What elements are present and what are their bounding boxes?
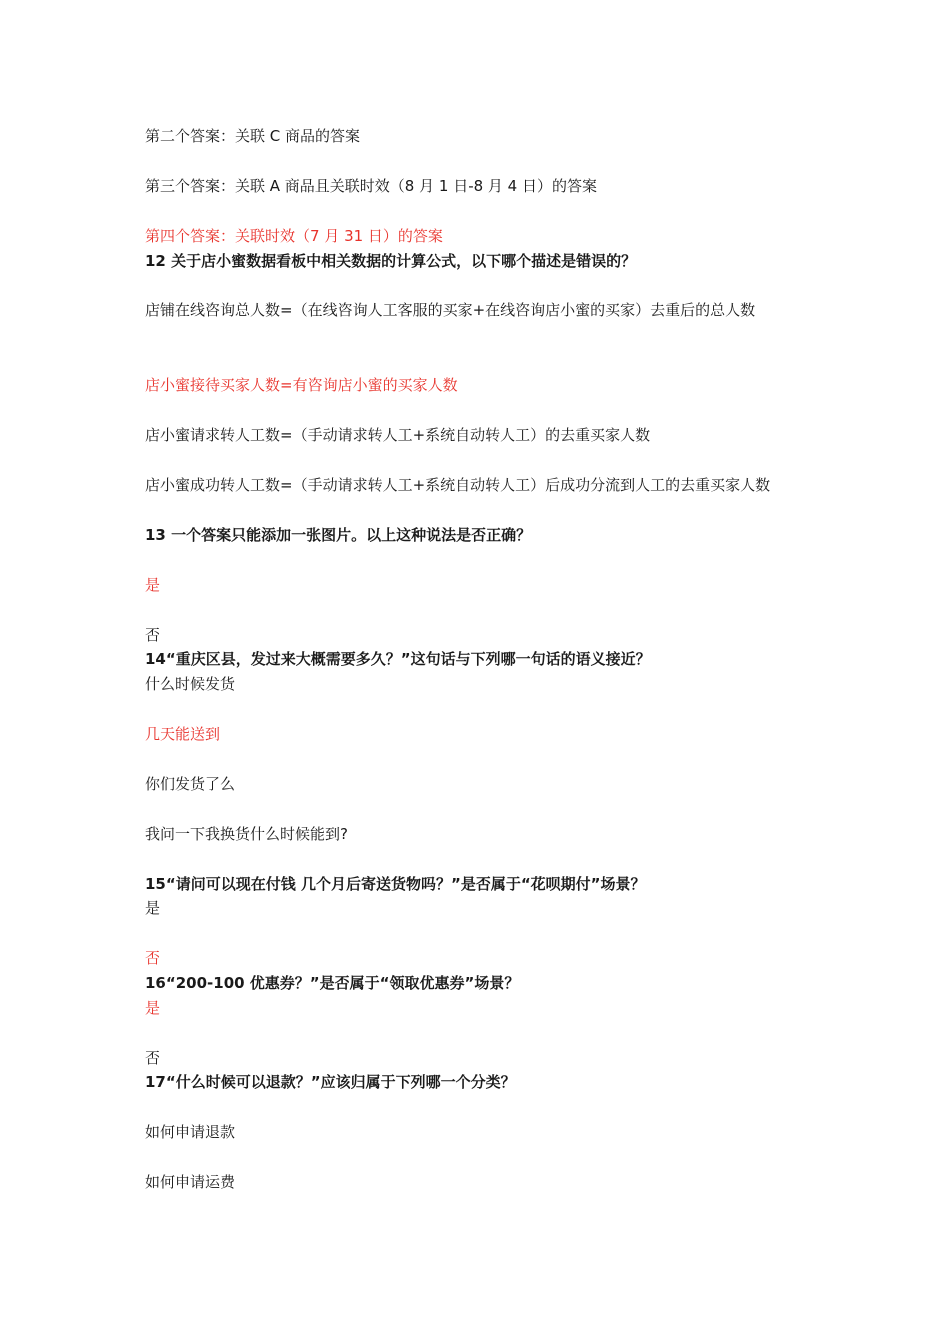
option-text: 店小蜜请求转人工数=（手动请求转人工+系统自动转人工）的去重买家人数	[145, 426, 651, 444]
correct-answer-text: 否	[145, 949, 161, 967]
option-text: 否	[145, 626, 161, 644]
option-text: 如何申请运费	[145, 1173, 236, 1191]
question-17: 17“什么时候可以退款？”应该归属于下列哪一个分类？	[145, 1073, 516, 1091]
option-text: 你们发货了么	[145, 775, 236, 793]
correct-answer-text: 第四个答案：关联时效（7 月 31 日）的答案	[145, 227, 443, 245]
option-text: 否	[145, 1049, 161, 1067]
question-16: 16“200-100 优惠券？”是否属于“领取优惠券”场景？	[145, 974, 520, 992]
question-13: 13 一个答案只能添加一张图片。以上这种说法是否正确？	[145, 526, 532, 544]
question-15: 15“请问可以现在付钱 几个月后寄送货物吗？”是否属于“花呗期付”场景？	[145, 875, 646, 893]
option-text: 店铺在线咨询总人数=（在线咨询人工客服的买家+在线咨询店小蜜的买家）去重后的总人数	[145, 301, 756, 319]
correct-answer-text: 店小蜜接待买家人数=有咨询店小蜜的买家人数	[145, 376, 458, 394]
question-14: 14“重庆区县，发过来大概需要多久？”这句话与下列哪一句话的语义接近？	[145, 650, 651, 668]
option-text: 我问一下我换货什么时候能到?	[145, 825, 348, 843]
option-text: 如何申请退款	[145, 1123, 236, 1141]
question-12: 12 关于店小蜜数据看板中相关数据的计算公式，以下哪个描述是错误的？	[145, 252, 637, 270]
option-text: 第三个答案：关联 A 商品且关联时效（8 月 1 日-8 月 4 日）的答案	[145, 177, 597, 195]
option-text: 什么时候发货	[145, 675, 236, 693]
correct-answer-text: 几天能送到	[145, 725, 221, 743]
option-text: 是	[145, 899, 161, 917]
option-text: 店小蜜成功转人工数=（手动请求转人工+系统自动转人工）后成功分流到人工的去重买家人数	[145, 476, 771, 494]
correct-answer-text: 是	[145, 576, 161, 594]
option-text: 第二个答案：关联 C 商品的答案	[145, 127, 361, 145]
correct-answer-text: 是	[145, 999, 161, 1017]
